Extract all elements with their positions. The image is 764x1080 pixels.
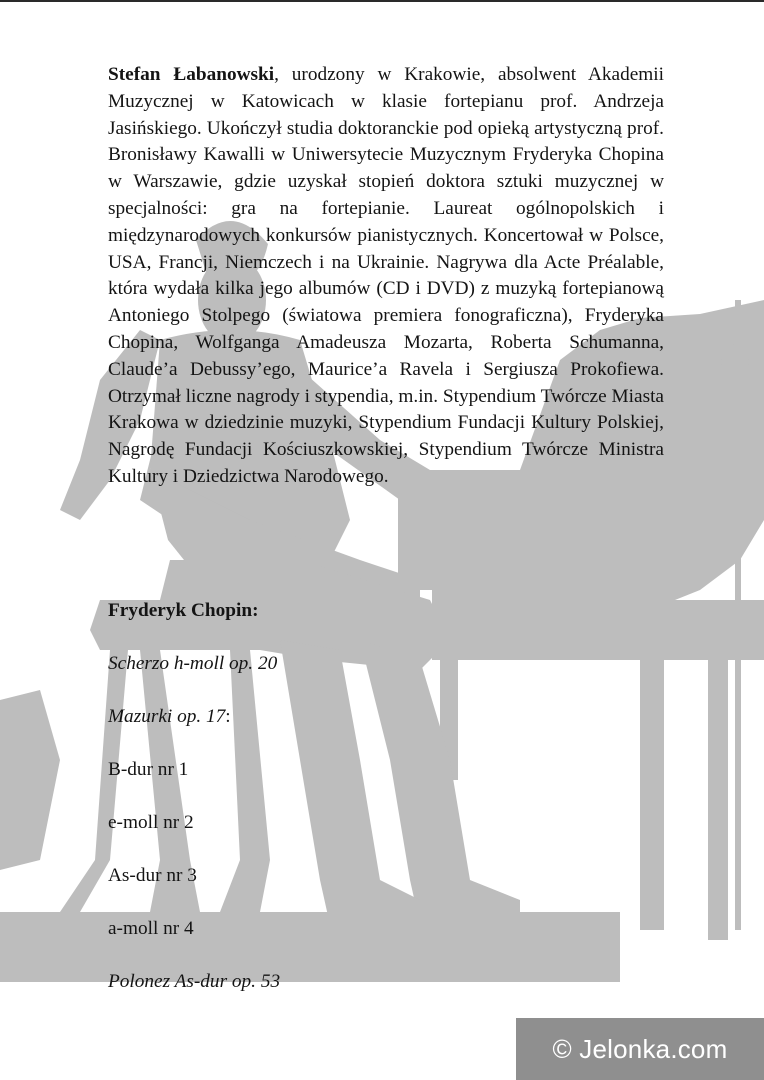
watermark-text: © Jelonka.com <box>552 1033 728 1064</box>
program-item-mazurka-3: As-dur nr 3 <box>108 865 197 886</box>
program-item-mazurka-4: a-moll nr 4 <box>108 918 194 939</box>
mazurki-title: Mazurki op. 17 <box>108 706 226 727</box>
biography-text: , urodzony w Krakowie, absolwent Akademii Muzycznej w Katowicach w klasie fortepianu prof. Andrzeja Jasińskiego. Ukończył studia doktoranckie pod opieką artystyczną prof. Bronisławy Kawalli w Uniwersytecie Muzycznym Fryderyka Chopina w Warszawie, gdzie uzyskał stopień doktora sztuki muzycznej w specjalności: gra na fortepianie. Laureat ogólnopolskich i międzynarodowych konkursów pianistycznych. Koncertował w Polsce, USA, Francji, Niemczech i na Ukrainie. Nagrywa dla Acte Préalable, która wydała kilka jego albumów (CD i DVD) z muzyką fortepianową Antoniego Stolpego (światowa premiera fonograficzna), Fryderyka Chopina, Wolfganga Amadeusza Mozarta, Roberta Schumanna, Claude’a Debussy’ego, Maurice’a Ravela i Sergiusza Prokofiewa. Otrzymał liczne nagrody i stypendia, m.in. Stypendium Twórcze Miasta Krakowa w dziedzinie muzyki, Stypendium Fundacji Kultury Polskiej, Nagrodę Fundacji Kościuszkowskiej, Stypendium Twórcze Ministra Kultury i Dziedzictwa Narodowego. <box>108 64 664 487</box>
artist-name: Stefan Łabanowski <box>108 64 275 85</box>
program-item-mazurki <box>108 704 664 730</box>
program-item-polonez: Polonez As-dur op. 53 <box>108 971 281 992</box>
concert-program <box>108 598 664 1022</box>
program-item-mazurka-1: B-dur nr 1 <box>108 759 189 780</box>
program-item-scherzo: Scherzo h-moll op. 20 <box>108 653 278 674</box>
watermark-badge <box>516 1018 764 1080</box>
composer-heading: Fryderyk Chopin: <box>108 600 259 621</box>
program-item-mazurka-2: e-moll nr 2 <box>108 812 194 833</box>
mazurki-colon: : <box>225 706 231 727</box>
biography-paragraph <box>108 62 664 491</box>
